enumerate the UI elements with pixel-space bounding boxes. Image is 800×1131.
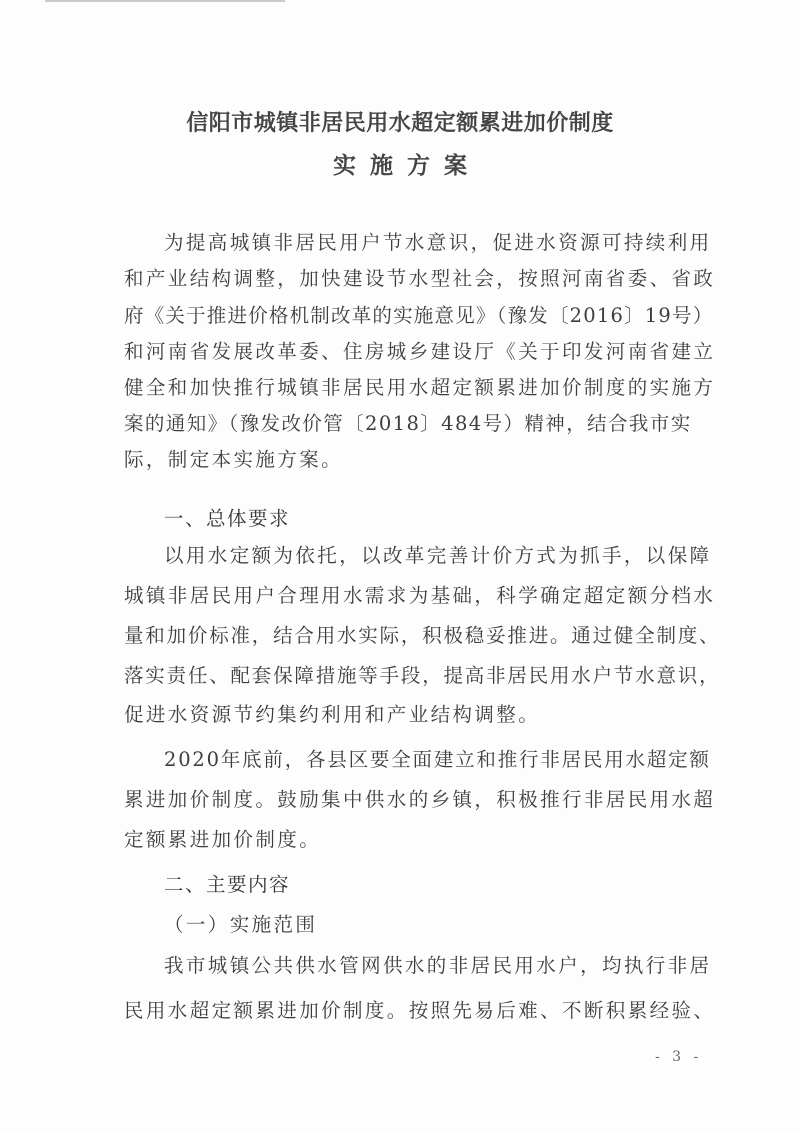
document-subtitle: 实施方案 (333, 152, 481, 179)
paragraph-line: 和产业结构调整，加快建设节水型社会，按照河南省委、省政 (124, 267, 716, 290)
section-heading-main-content: 二、主要内容 (164, 873, 291, 896)
paragraph-line: 城镇非居民用户合理用水需求为基础，科学确定超定额分档水 (124, 584, 716, 607)
section-heading-overall-requirements: 一、总体要求 (164, 507, 291, 530)
paragraph-line: 和河南省发展改革委、住房城乡建设厅《关于印发河南省建立 (124, 340, 716, 363)
scan-edge-artifact (45, 0, 285, 2)
paragraph-line: 定额累进加价制度。 (124, 828, 322, 851)
paragraph-line: 案的通知》（豫发改价管〔2018〕484号）精神，结合我市实 (124, 412, 692, 435)
paragraph-line: 量和加价标准，结合用水实际，积极稳妥推进。通过健全制度、 (124, 624, 721, 647)
subsection-heading-scope: （一）实施范围 (164, 913, 318, 936)
paragraph-line: 促进水资源节约集约利用和产业结构调整。 (124, 703, 541, 726)
paragraph-line: 民用水超定额累进加价制度。按照先易后难、不断积累经验、 (124, 999, 716, 1022)
paragraph-line: 府《关于推进价格机制改革的实施意见》（豫发〔2016〕19号） (124, 304, 714, 327)
paragraph-line: 2020年底前，各县区要全面建立和推行非居民用水超定额 (164, 748, 711, 771)
paragraph-line: 累进加价制度。鼓励集中供水的乡镇，积极推行非居民用水超 (124, 788, 716, 811)
paragraph-line: 际，制定本实施方案。 (124, 448, 344, 471)
page-number: - 3 - (655, 1049, 703, 1065)
document-title: 信阳市城镇非居民用水超定额累进加价制度 (186, 110, 614, 136)
paragraph-line: 健全和加快推行城镇非居民用水超定额累进加价制度的实施方 (124, 376, 716, 399)
paragraph-line: 以用水定额为依托，以改革完善计价方式为抓手，以保障 (164, 544, 712, 567)
paragraph-line: 为提高城镇非居民用户节水意识，促进水资源可持续利用 (164, 231, 712, 254)
paragraph-line: 落实责任、配套保障措施等手段，提高非居民用水户节水意识， (124, 664, 721, 687)
paragraph-line: 我市城镇公共供水管网供水的非居民用水户，均执行非居 (164, 954, 712, 977)
